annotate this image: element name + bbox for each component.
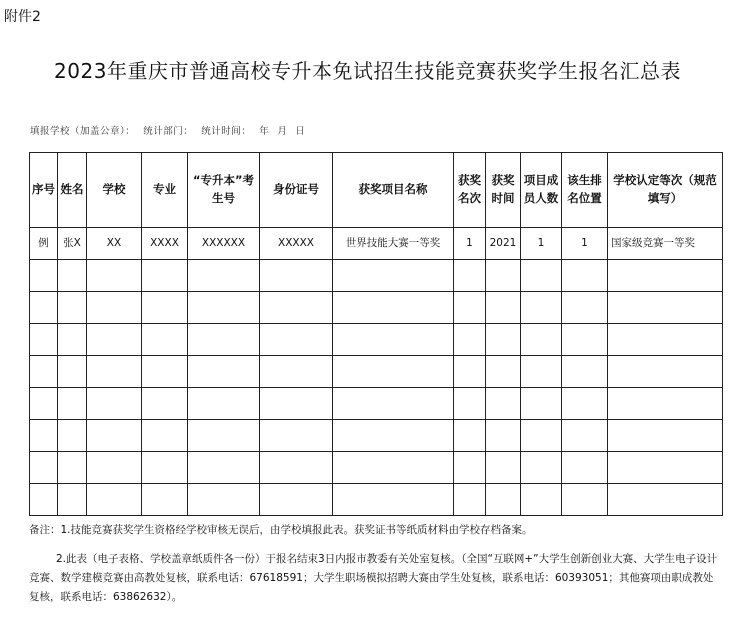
table-cell[interactable] bbox=[562, 324, 608, 356]
table-cell[interactable]: 1 bbox=[562, 228, 608, 260]
table-cell[interactable] bbox=[142, 324, 188, 356]
table-cell[interactable] bbox=[30, 452, 58, 484]
header-cell: 获奖项目名称 bbox=[333, 153, 454, 228]
page-title: 2023年重庆市普通高校专升本免试招生技能竞赛获奖学生报名汇总表 bbox=[54, 59, 681, 83]
table-row bbox=[30, 292, 723, 324]
table-cell[interactable] bbox=[521, 356, 562, 388]
table-cell[interactable] bbox=[58, 452, 87, 484]
table-cell[interactable] bbox=[142, 388, 188, 420]
year-label: 年 bbox=[259, 126, 270, 137]
day-label: 日 bbox=[295, 126, 306, 137]
table-cell[interactable] bbox=[87, 420, 142, 452]
date-label: 统计时间： bbox=[201, 126, 252, 137]
table-cell[interactable] bbox=[30, 292, 58, 324]
table-cell[interactable] bbox=[142, 292, 188, 324]
header-cell: 序号 bbox=[30, 153, 58, 228]
table-cell[interactable] bbox=[486, 356, 521, 388]
table-cell[interactable] bbox=[188, 324, 260, 356]
table-cell[interactable] bbox=[486, 292, 521, 324]
table-cell[interactable]: 世界技能大赛一等奖 bbox=[333, 228, 454, 260]
table-cell[interactable] bbox=[562, 260, 608, 292]
header-cell: 身份证号 bbox=[260, 153, 333, 228]
header-cell: “专升本”考生号 bbox=[188, 153, 260, 228]
table-cell[interactable] bbox=[521, 292, 562, 324]
table-cell[interactable] bbox=[562, 484, 608, 516]
table-cell[interactable] bbox=[87, 356, 142, 388]
table-cell[interactable]: 张X bbox=[58, 228, 87, 260]
header-cell: 项目成员人数 bbox=[521, 153, 562, 228]
table-cell[interactable] bbox=[87, 324, 142, 356]
table-row bbox=[30, 260, 723, 292]
table-cell[interactable] bbox=[562, 420, 608, 452]
table-cell[interactable] bbox=[333, 324, 454, 356]
table-cell[interactable] bbox=[333, 356, 454, 388]
table-cell[interactable] bbox=[188, 452, 260, 484]
table-cell[interactable] bbox=[58, 292, 87, 324]
table-cell[interactable] bbox=[521, 452, 562, 484]
attachment-label: 附件2 bbox=[4, 9, 41, 25]
table-cell[interactable] bbox=[87, 260, 142, 292]
table-cell[interactable] bbox=[486, 388, 521, 420]
table-cell[interactable] bbox=[30, 484, 58, 516]
table-cell[interactable] bbox=[188, 420, 260, 452]
table-cell[interactable] bbox=[142, 260, 188, 292]
table-cell[interactable]: 例 bbox=[30, 228, 58, 260]
month-label: 月 bbox=[277, 126, 288, 137]
table-cell[interactable] bbox=[30, 356, 58, 388]
table-cell[interactable] bbox=[58, 356, 87, 388]
form-meta-line bbox=[30, 123, 313, 137]
table-cell[interactable]: 1 bbox=[521, 228, 562, 260]
table-cell[interactable] bbox=[188, 388, 260, 420]
table-row bbox=[30, 420, 723, 452]
table-cell[interactable] bbox=[333, 420, 454, 452]
table-cell[interactable] bbox=[30, 260, 58, 292]
table-cell[interactable] bbox=[521, 420, 562, 452]
table-cell[interactable] bbox=[30, 388, 58, 420]
table-cell[interactable] bbox=[486, 324, 521, 356]
table-cell[interactable] bbox=[260, 420, 333, 452]
table-cell[interactable] bbox=[454, 356, 486, 388]
table-row bbox=[30, 324, 723, 356]
table-cell[interactable] bbox=[30, 324, 58, 356]
table-cell[interactable] bbox=[608, 260, 723, 292]
table-cell[interactable] bbox=[608, 356, 723, 388]
table-cell[interactable] bbox=[486, 452, 521, 484]
table-cell[interactable] bbox=[58, 324, 87, 356]
table-row bbox=[30, 452, 723, 484]
table-cell[interactable] bbox=[521, 260, 562, 292]
table-cell[interactable] bbox=[188, 484, 260, 516]
table-cell[interactable] bbox=[454, 388, 486, 420]
table-cell[interactable] bbox=[521, 388, 562, 420]
header-cell: 获奖名次 bbox=[454, 153, 486, 228]
table-cell[interactable] bbox=[30, 420, 58, 452]
table-cell[interactable] bbox=[608, 388, 723, 420]
department-label: 统计部门： bbox=[143, 126, 194, 137]
table-cell[interactable] bbox=[58, 420, 87, 452]
table-cell[interactable]: XX bbox=[87, 228, 142, 260]
table-cell[interactable]: XXXX bbox=[142, 228, 188, 260]
table-cell[interactable] bbox=[260, 484, 333, 516]
table-cell[interactable] bbox=[333, 292, 454, 324]
table-cell[interactable] bbox=[608, 292, 723, 324]
registration-table bbox=[29, 152, 723, 516]
table-cell[interactable] bbox=[333, 452, 454, 484]
table-cell[interactable] bbox=[333, 484, 454, 516]
table-cell[interactable] bbox=[454, 420, 486, 452]
table-cell[interactable] bbox=[608, 484, 723, 516]
header-cell: 学校认定等次（规范填写） bbox=[608, 153, 723, 228]
table-cell[interactable] bbox=[454, 324, 486, 356]
table-cell[interactable] bbox=[87, 452, 142, 484]
table-cell[interactable] bbox=[454, 452, 486, 484]
table-cell[interactable] bbox=[454, 292, 486, 324]
table-cell[interactable] bbox=[486, 484, 521, 516]
table-row bbox=[30, 484, 723, 516]
note-2: 2.此表（电子表格、学校盖章纸质件各一份）于报名结束3日内报市教委有关处室复核。（全国“互联网+”大学生创新创业大赛、大学生电子设计竞赛、数学建模竞赛由高教处复核，联系电话：67618591；大学生职场模拟招聘大赛由学生处复核，联系电话：60393051；其他赛项由职成教处复核，联系电话：63862632）。 bbox=[29, 553, 718, 603]
table-cell[interactable] bbox=[260, 324, 333, 356]
header-cell: 获奖时间 bbox=[486, 153, 521, 228]
table-cell[interactable] bbox=[521, 324, 562, 356]
table-cell[interactable] bbox=[608, 452, 723, 484]
table-cell[interactable] bbox=[87, 484, 142, 516]
table-cell[interactable] bbox=[260, 452, 333, 484]
table-row bbox=[30, 388, 723, 420]
table-cell[interactable] bbox=[142, 356, 188, 388]
table-cell[interactable] bbox=[87, 388, 142, 420]
table-header-row bbox=[30, 153, 723, 228]
table-cell[interactable] bbox=[58, 484, 87, 516]
header-cell: 学校 bbox=[87, 153, 142, 228]
table-cell[interactable] bbox=[58, 260, 87, 292]
table-cell[interactable] bbox=[87, 292, 142, 324]
table-cell[interactable] bbox=[333, 388, 454, 420]
table-cell[interactable] bbox=[142, 484, 188, 516]
table-cell[interactable] bbox=[260, 388, 333, 420]
header-cell: 姓名 bbox=[58, 153, 87, 228]
table-cell[interactable] bbox=[260, 356, 333, 388]
table-cell[interactable] bbox=[333, 260, 454, 292]
table-row bbox=[30, 356, 723, 388]
table-cell[interactable] bbox=[521, 484, 562, 516]
example-row bbox=[30, 228, 723, 260]
table-cell[interactable]: 1 bbox=[454, 228, 486, 260]
table-cell[interactable] bbox=[260, 260, 333, 292]
table-cell[interactable] bbox=[608, 420, 723, 452]
notes-section bbox=[29, 521, 721, 607]
table-cell[interactable]: XXXXXX bbox=[188, 228, 260, 260]
table-cell[interactable] bbox=[562, 388, 608, 420]
table-cell[interactable] bbox=[142, 420, 188, 452]
table-cell[interactable]: XXXXX bbox=[260, 228, 333, 260]
note-1: 备注：1.技能竞赛获奖学生资格经学校审核无误后，由学校填报此表。获奖证书等纸质材料由学校存档备案。 bbox=[29, 524, 533, 536]
table-cell[interactable] bbox=[188, 356, 260, 388]
table-cell[interactable] bbox=[260, 292, 333, 324]
school-label: 填报学校（加盖公章）： bbox=[30, 126, 136, 137]
table-cell[interactable] bbox=[562, 452, 608, 484]
table-cell[interactable]: 国家级竞赛一等奖 bbox=[608, 228, 723, 260]
table-cell[interactable] bbox=[608, 324, 723, 356]
table-cell[interactable] bbox=[454, 484, 486, 516]
table-cell[interactable] bbox=[188, 260, 260, 292]
header-cell: 专业 bbox=[142, 153, 188, 228]
table-cell[interactable] bbox=[486, 420, 521, 452]
table-cell[interactable] bbox=[142, 452, 188, 484]
table-cell[interactable] bbox=[562, 356, 608, 388]
table-cell[interactable] bbox=[486, 260, 521, 292]
table-cell[interactable] bbox=[454, 260, 486, 292]
table-cell[interactable] bbox=[58, 388, 87, 420]
header-cell: 该生排名位置 bbox=[562, 153, 608, 228]
table-cell[interactable] bbox=[562, 292, 608, 324]
table-cell[interactable]: 2021 bbox=[486, 228, 521, 260]
empty-rows bbox=[30, 260, 723, 516]
table-cell[interactable] bbox=[188, 292, 260, 324]
